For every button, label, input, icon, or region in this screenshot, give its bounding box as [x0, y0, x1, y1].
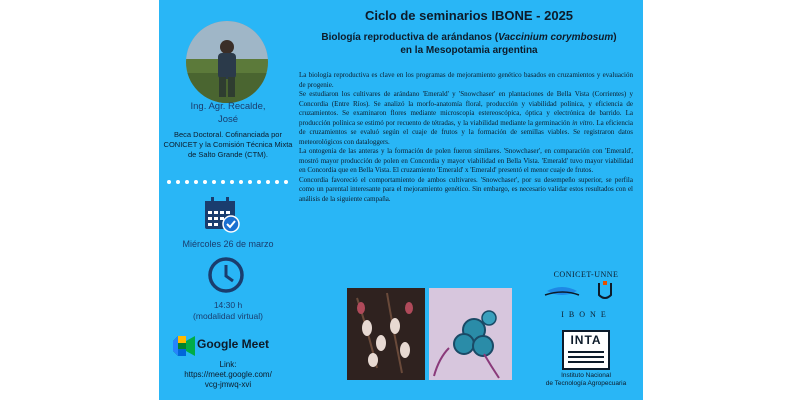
meeting-link[interactable] [159, 360, 297, 390]
speaker-affiliation: Beca Doctoral. Cofinanciada por CONICET y la Comisión Técnica Mixta de Salto Grande (CTM). [163, 130, 293, 159]
inta-stripes-icon [564, 348, 608, 368]
abstract-paragraph-2 [299, 90, 633, 147]
event-time-value: 14:30 h [213, 300, 243, 310]
blueberry-flowers-photo [347, 288, 425, 380]
seminar-poster [159, 0, 643, 400]
link-label: Link: [219, 360, 237, 369]
abstract-p2-end: . La eficiencia de cruzamientos se evaluó según el cuaje de frutos y la formación de semillas viables. Se registraron datos meteorológicos con dataloggers. [299, 118, 634, 146]
abstract-p2-text: Se estudiaron los cultivares de arándano 'Emerald' y 'Snowchaser' en plantaciones de Bella Vista (Corrientes) y Concordia (Entre Ríos). Se analizó la morfo-anatomía floral, producción y viabilidad polínica, y eficiencia de cruzamientos. Se examinaron flores mediante microscopía estereoscópica, óptica y electrónica de barrido. La producción polínica se estimó por recuento de tétradas, y la viabilidad mediante la germinación [299, 90, 633, 127]
conicet-label: CONICET-UNNE [553, 270, 619, 279]
speaker-name-line1: Ing. Agr. Recalde, [190, 101, 266, 112]
poster-subtitle [299, 31, 639, 57]
conicet-unne-logo [537, 270, 635, 319]
event-date: Miércoles 26 de marzo [182, 239, 274, 249]
conicet-emblem-icon [537, 279, 635, 303]
inta-line2: de Tecnología Agropecuaria [545, 380, 627, 387]
poster-header [299, 8, 639, 57]
google-meet-icon [173, 336, 195, 356]
link-url-line2[interactable]: vcg-jmwq-xvi [204, 380, 252, 389]
inta-wordmark: INTA [570, 333, 602, 347]
left-column [159, 0, 297, 400]
ibone-label: IBONE [561, 310, 611, 319]
google-meet-label: Google Meet [197, 337, 270, 351]
clock-icon [207, 256, 245, 294]
abstract-p2-italic: in vitro [572, 118, 593, 127]
event-time [159, 300, 297, 322]
speaker-name-line2: José [217, 114, 239, 125]
inta-fullname [541, 372, 631, 388]
event-modality: (modalidad virtual) [193, 311, 263, 321]
subtitle-line2: en la Mesopotamia argentina [400, 45, 538, 56]
speaker-photo [186, 21, 268, 103]
subtitle-species: Vaccinium corymbosum [498, 32, 614, 43]
abstract-paragraph-1: La biología reproductiva es clave en los programas de mejoramiento genético basados en cruzamientos y evaluación de progenie. [299, 71, 633, 89]
speaker-name [159, 100, 297, 126]
dotted-divider [165, 178, 291, 186]
subtitle-part2: ) [613, 32, 617, 43]
abstract-text [299, 71, 633, 204]
abstract-paragraph-3: La ontogenia de las anteras y la formación de polen fueron similares. 'Snowchaser', en comparación con 'Emerald', mostró mayor producción de polen en Concordia y mayor viabilidad en Bella Vista. 'Emerald' tuvo mayor viabilidad en Concordia que en Bella Vista. El cruzamiento 'Emerald' x 'Emerald' presentó el menor cuaje de frutos. [299, 147, 633, 174]
calendar-check-icon [202, 195, 240, 233]
inta-logo [541, 330, 631, 388]
inta-line1: Instituto Nacional [561, 372, 611, 379]
inta-emblem [562, 330, 610, 370]
subtitle-part1: Biología reproductiva de arándanos ( [321, 32, 499, 43]
link-url-line1[interactable]: https://meet.google.com/ [184, 370, 272, 379]
abstract-paragraph-4: Concordia favoreció el comportamiento de ambos cultivares. 'Snowchaser', por su desempeño superior, se perfila como un parental interesante para el mejoramiento genético. Sin embargo, es necesario validar estos resultados con el análisis de la siguiente campaña. [299, 175, 633, 203]
pollen-tetrads-micrograph [429, 288, 512, 380]
poster-title: Ciclo de seminarios IBONE - 2025 [364, 8, 574, 23]
photo-strip [347, 288, 512, 380]
